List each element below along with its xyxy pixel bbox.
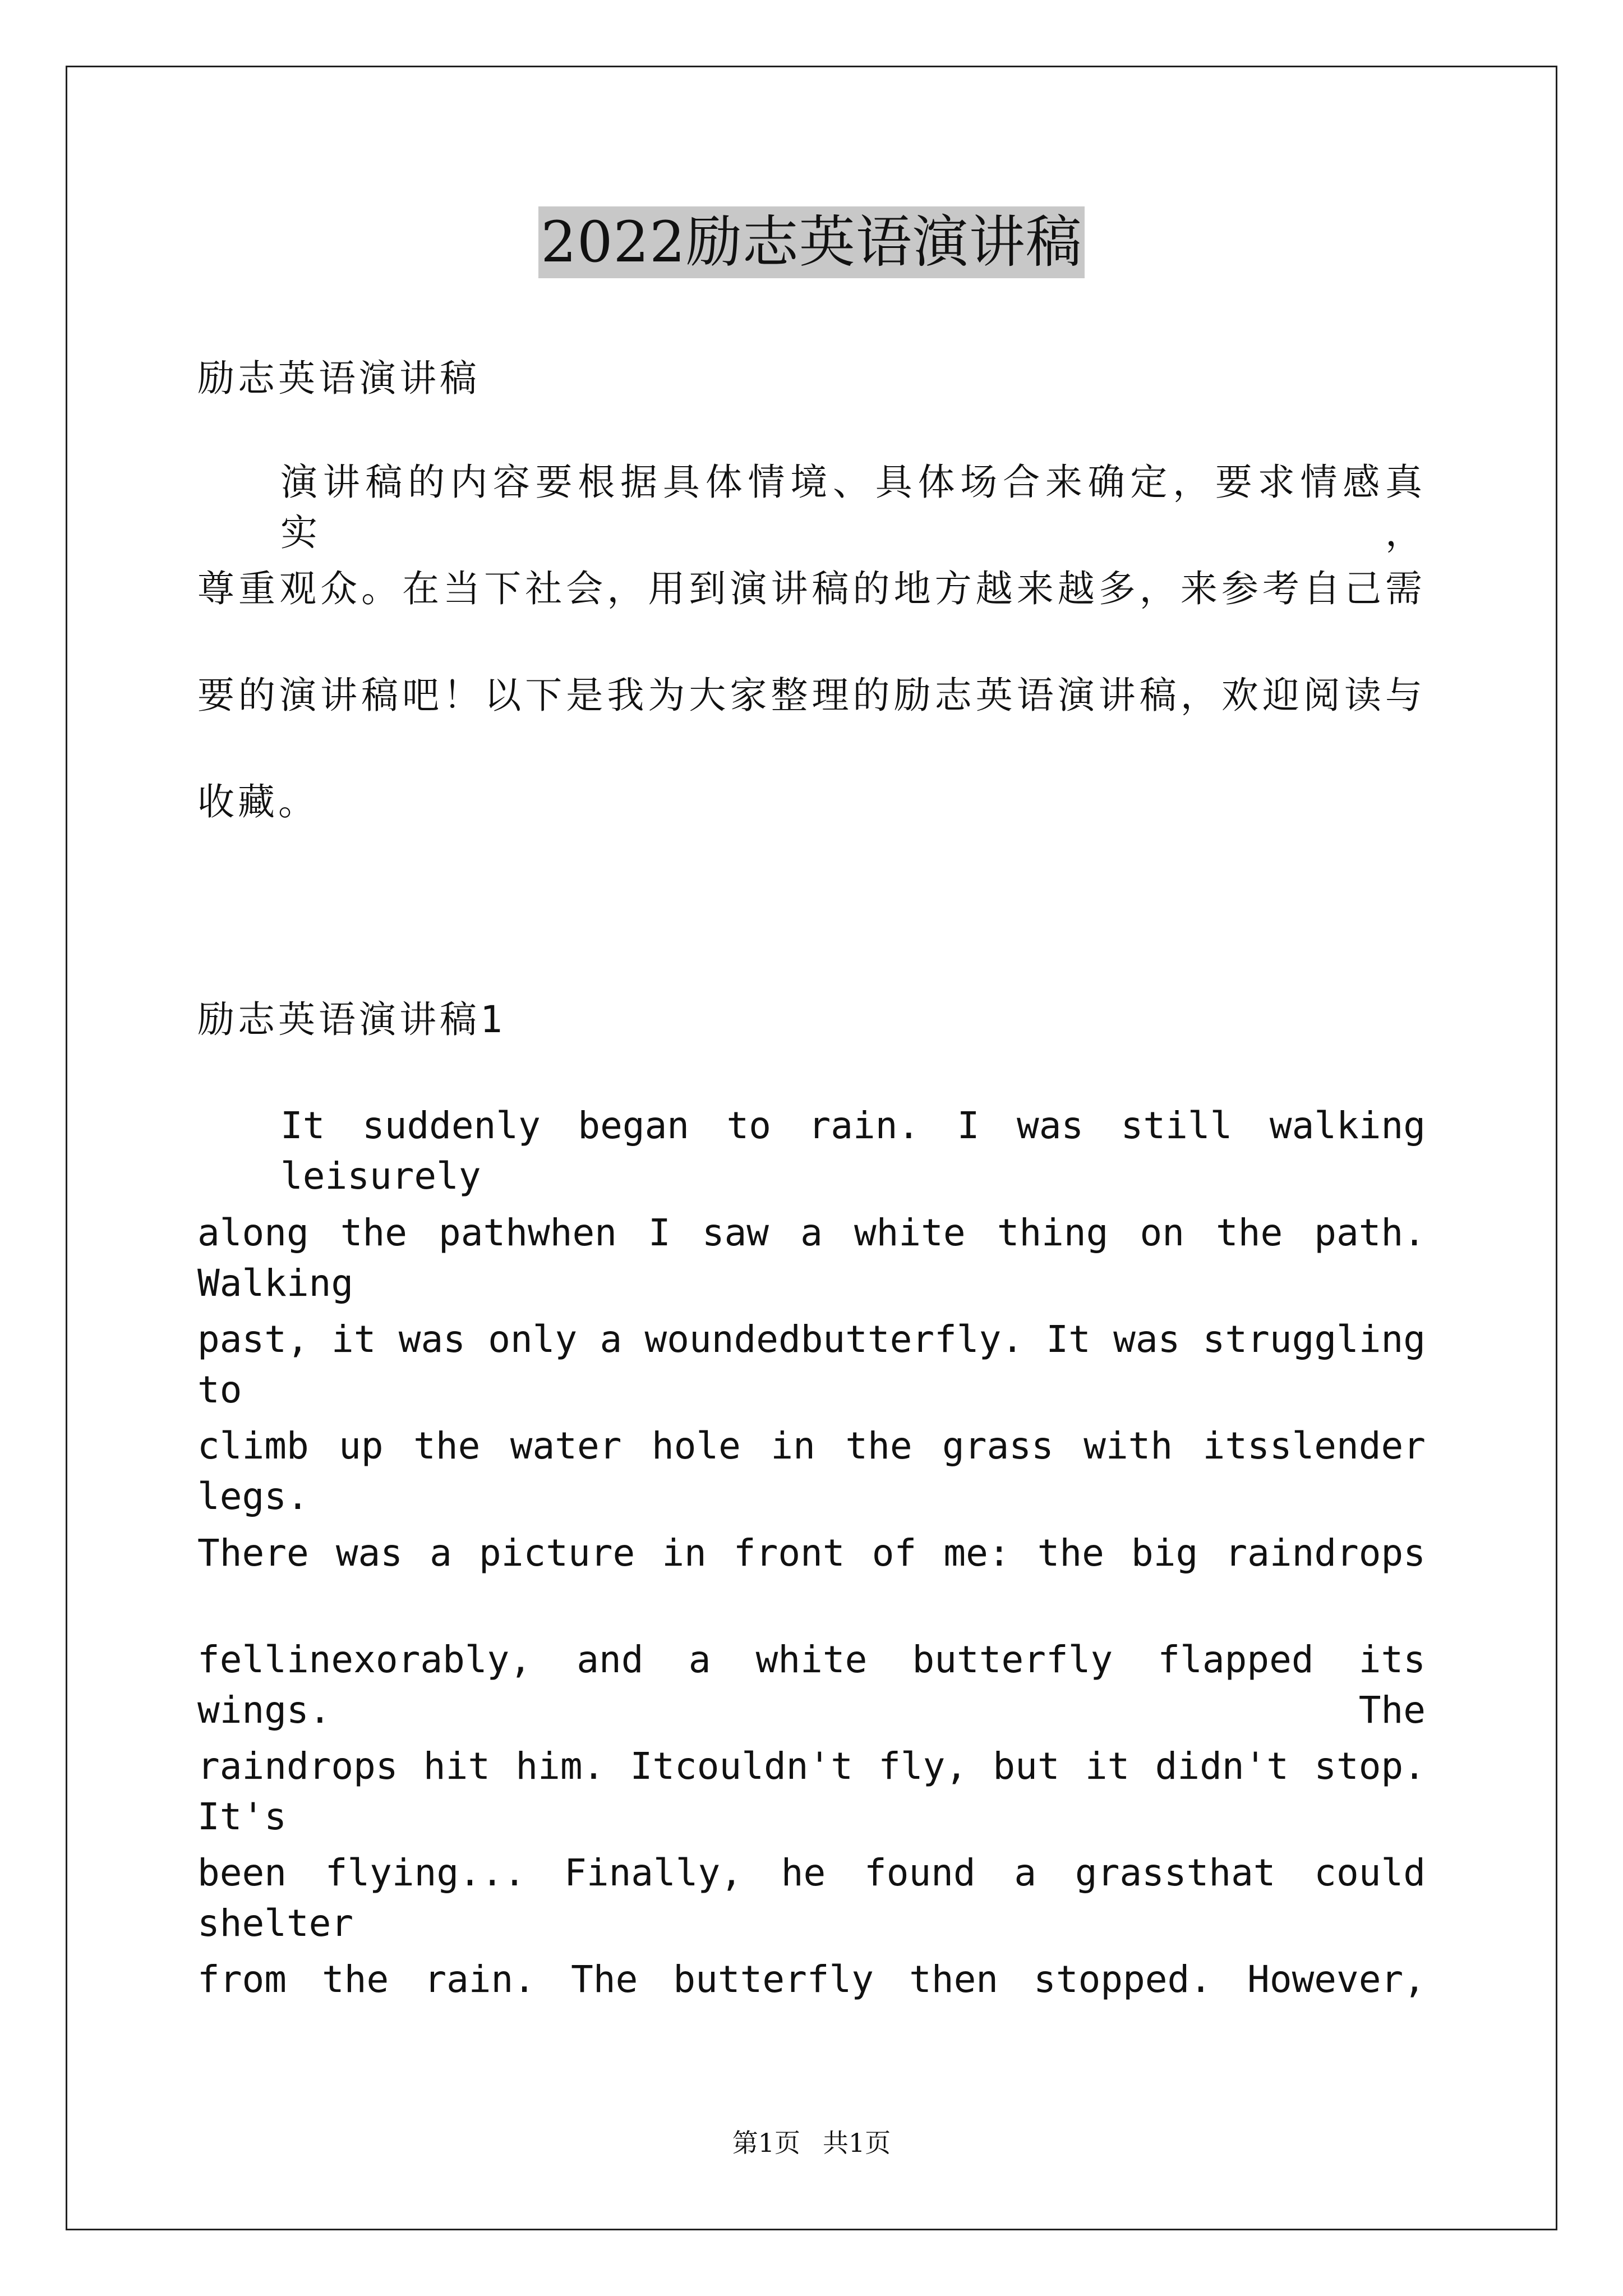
section-heading: 励志英语演讲稿1 bbox=[197, 998, 506, 1041]
body-line: climb up the water hole in the grass with itsslender legs. bbox=[197, 1424, 1426, 1518]
subtitle: 励志英语演讲稿 bbox=[197, 357, 480, 400]
intro-line: 演讲稿的内容要根据具体情境、具体场合来确定，要求情感真实， bbox=[280, 461, 1426, 554]
body-line: been flying... Finally, he found a grassthat could shelter bbox=[197, 1851, 1426, 1945]
intro-line: 收藏。 bbox=[197, 780, 319, 823]
body-line: It suddenly began to rain. I was still walking leisurely bbox=[280, 1104, 1426, 1198]
page-footer bbox=[0, 2126, 1623, 2160]
body-line: fellinexorably, and a white butterfly flapped its wings. The bbox=[197, 1638, 1426, 1732]
intro-line: 要的演讲稿吧！以下是我为大家整理的励志英语演讲稿，欢迎阅读与 bbox=[197, 674, 1426, 717]
body-line: raindrops hit him. Itcouldn't fly, but it didn't stop. It's bbox=[197, 1745, 1426, 1838]
body-line: along the pathwhen I saw a white thing on the path. Walking bbox=[197, 1211, 1426, 1305]
body-line: past, it was only a woundedbutterfly. It was struggling to bbox=[197, 1318, 1426, 1411]
title-container bbox=[0, 206, 1623, 278]
page-total: 共1页 bbox=[823, 2128, 891, 2158]
body-line: from the rain. The butterfly then stopped. However, bbox=[197, 1958, 1426, 2001]
page-number: 第1页 bbox=[732, 2128, 800, 2158]
body-line: There was a picture in front of me: the big raindrops bbox=[197, 1531, 1426, 1575]
intro-line: 尊重观众。在当下社会，用到演讲稿的地方越来越多，来参考自己需 bbox=[197, 567, 1426, 610]
document-title: 2022励志英语演讲稿 bbox=[538, 206, 1085, 278]
